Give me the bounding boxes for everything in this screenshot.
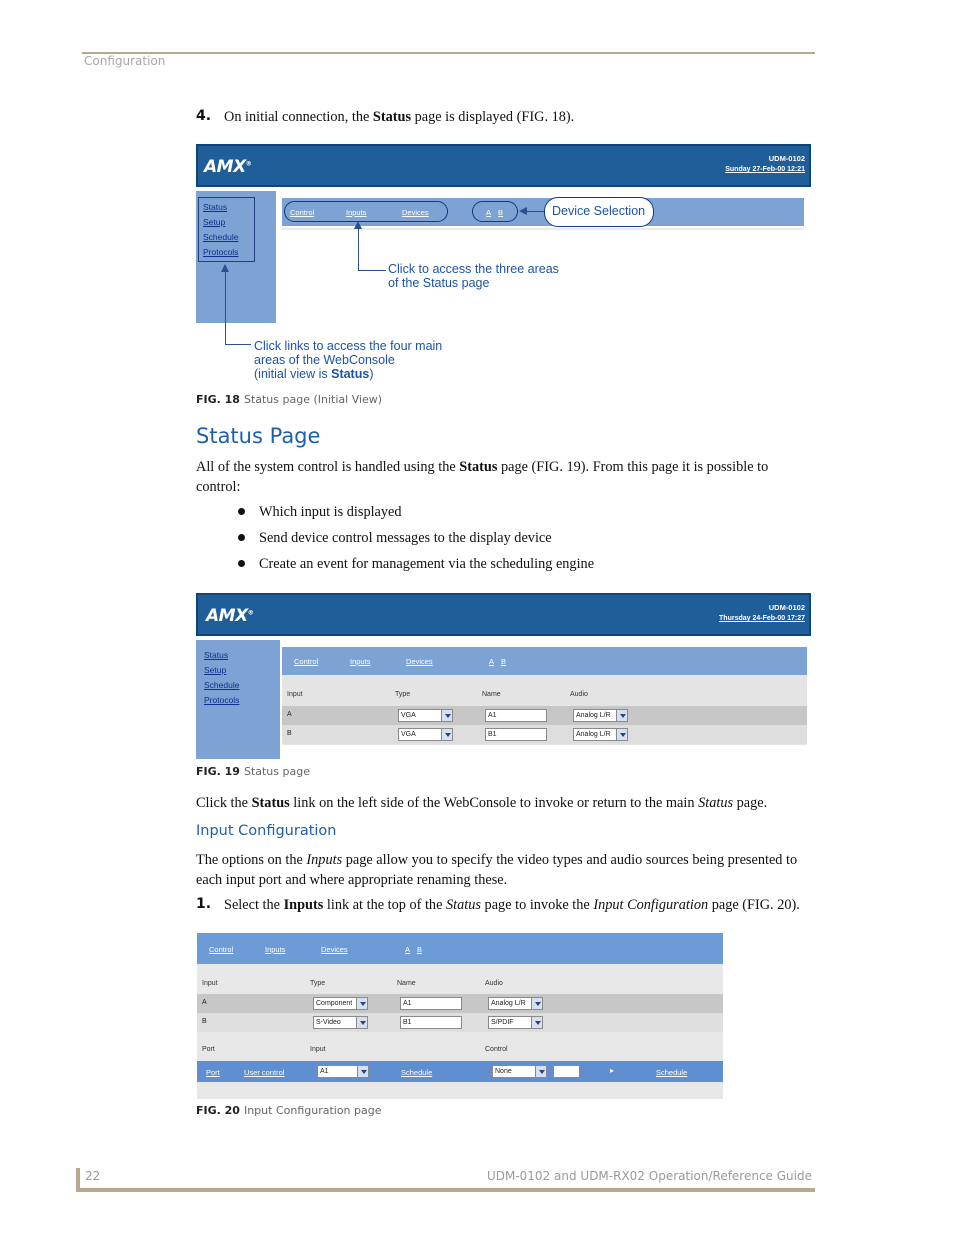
col-header-type: Type (395, 691, 411, 698)
tab-devices[interactable]: Devices (321, 945, 348, 954)
status-page-heading: Status Page (196, 424, 321, 448)
tab-control[interactable]: Control (290, 208, 315, 217)
port-input-select[interactable]: A1 (317, 1065, 369, 1078)
running-head: Configuration (84, 54, 166, 68)
date-link[interactable]: Thursday 24-Feb-00 17:27 (719, 615, 805, 622)
type-select[interactable]: VGA (398, 728, 453, 741)
table-row (197, 1013, 723, 1032)
chevron-down-icon (535, 1066, 546, 1077)
webconsole-banner (196, 593, 811, 636)
webconsole-banner (196, 144, 811, 187)
device-b-link[interactable]: B (501, 657, 507, 666)
tab-inputs[interactable]: Inputs (265, 945, 286, 954)
sidebar-item-protocols[interactable]: Protocols (203, 247, 239, 257)
audio-select[interactable]: Analog L/R (573, 728, 628, 741)
col-header-control: Control (485, 1046, 508, 1053)
device-a-link[interactable]: A (489, 657, 495, 666)
play-icon[interactable]: ▸ (610, 1066, 615, 1075)
type-select[interactable]: S-Video (313, 1016, 368, 1029)
type-select[interactable]: Component (313, 997, 368, 1010)
audio-select[interactable]: S/PDIF (488, 1016, 543, 1029)
chevron-down-icon (531, 1017, 542, 1028)
chevron-down-icon (356, 1017, 367, 1028)
chevron-down-icon (531, 998, 542, 1009)
table-row (197, 994, 723, 1013)
sidebar-item-schedule[interactable]: Schedule (204, 680, 240, 690)
amx-logo: AMX® (206, 606, 254, 626)
col-header-name: Name (482, 691, 501, 698)
port-link[interactable]: Port (206, 1068, 220, 1077)
port-bar (197, 1061, 723, 1082)
sidebar (196, 640, 280, 759)
sidebar-item-protocols[interactable]: Protocols (204, 695, 240, 705)
list-item: Create an event for management via the scheduling engine (236, 554, 594, 580)
chevron-down-icon (616, 729, 627, 740)
chevron-down-icon (616, 710, 627, 721)
sidebar-item-status[interactable]: Status (203, 202, 228, 212)
sidebar-item-setup[interactable]: Setup (203, 217, 226, 227)
device-selection-callout: Device Selection (552, 204, 646, 218)
user-control-link[interactable]: User control (244, 1068, 285, 1077)
col-header-input: Input (287, 691, 303, 698)
type-select[interactable]: VGA (398, 709, 453, 722)
model-label: UDM-0102 (768, 603, 805, 612)
page-number: 22 (85, 1169, 101, 1183)
input-config-text: The options on the Inputs page allow you to specify the video types and audio sources being presented to each input port and where appropriate renaming these. (196, 852, 798, 888)
amx-logo: AMX® (204, 157, 252, 177)
control-select[interactable]: None (492, 1065, 547, 1078)
date-link[interactable]: Sunday 27-Feb-00 12:21 (725, 166, 805, 173)
status-bullet-list (236, 502, 594, 580)
name-input[interactable]: A1 (400, 997, 462, 1010)
schedule-link[interactable]: Schedule (656, 1068, 688, 1077)
name-input[interactable]: A1 (485, 709, 547, 722)
audio-select[interactable]: Analog L/R (488, 997, 543, 1010)
sidebar (196, 191, 276, 323)
header-rule (82, 52, 815, 54)
table-row (282, 725, 807, 744)
tab-bar (197, 933, 723, 964)
model-label: UDM-0102 (768, 154, 805, 163)
input-config-heading: Input Configuration (196, 823, 337, 839)
tabs-leader-h (358, 270, 386, 271)
devices-highlight (472, 201, 518, 222)
col-header-audio: Audio (485, 980, 503, 987)
tab-control[interactable]: Control (209, 945, 234, 954)
sidebar-links (204, 648, 239, 708)
tab-inputs[interactable]: Inputs (350, 657, 371, 666)
device-a-link[interactable]: A (405, 945, 411, 954)
col-header-port: Port (202, 1046, 215, 1053)
device-b-link[interactable]: B (417, 945, 423, 954)
device-b-link[interactable]: B (498, 208, 504, 217)
tab-devices[interactable]: Devices (406, 657, 433, 666)
input-label: B (287, 730, 292, 737)
links-leader-v (225, 272, 226, 344)
schedule-link[interactable]: Schedule (401, 1068, 433, 1077)
audio-select[interactable]: Analog L/R (573, 709, 628, 722)
fig19-screenshot (196, 593, 812, 759)
tab-devices[interactable]: Devices (402, 208, 429, 217)
fig20-screenshot (197, 933, 723, 1099)
chevron-down-icon (441, 729, 452, 740)
fig20-caption: FIG. 20 Input Configuration page (196, 1104, 382, 1117)
chevron-down-icon (356, 998, 367, 1009)
fig18-caption: FIG. 18 Status page (Initial View) (196, 393, 383, 406)
sidebar-item-schedule[interactable]: Schedule (203, 232, 239, 242)
footer-title: UDM-0102 and UDM-RX02 Operation/Reference Guide (486, 1169, 812, 1183)
device-leader (526, 211, 544, 212)
col-header-type: Type (310, 980, 326, 987)
step-text: On initial connection, the Status page is displayed (FIG. 18). (224, 109, 575, 125)
fig19-caption: FIG. 19 Status page (196, 765, 310, 778)
tab-bar (282, 647, 807, 675)
col-header-audio: Audio (570, 691, 588, 698)
table-row (282, 706, 807, 725)
tab-inputs[interactable]: Inputs (346, 208, 367, 217)
chevron-down-icon (441, 710, 452, 721)
fig18-screenshot (196, 144, 812, 384)
col-header-name: Name (397, 980, 416, 987)
step-number: 1. (196, 896, 212, 912)
step-text: Select the Inputs link at the top of the Status page to invoke the Input Configuration page (FIG. 20). (224, 897, 800, 913)
device-a-link[interactable]: A (486, 208, 492, 217)
col-header-input: Input (202, 980, 218, 987)
status-intro: All of the system control is handled using the Status page (FIG. 19). From this page it is possible to control: (196, 459, 769, 495)
chevron-down-icon (357, 1066, 368, 1077)
footer-rule (76, 1188, 815, 1192)
links-leader-h (225, 344, 251, 345)
input-label: A (202, 999, 207, 1006)
col-header-port-input: Input (310, 1046, 326, 1053)
sidebar-item-status[interactable]: Status (204, 650, 229, 660)
input-label: B (202, 1018, 207, 1025)
input-table (282, 675, 807, 745)
name-input[interactable]: B1 (400, 1016, 462, 1029)
step-number: 4. (196, 108, 212, 124)
control-value-input[interactable] (553, 1065, 580, 1078)
tabs-callout: Click to access the three areas of the Status page (388, 262, 559, 290)
sidebar-item-setup[interactable]: Setup (204, 665, 227, 675)
list-item: Which input is displayed (236, 502, 594, 528)
tab-control[interactable]: Control (294, 657, 319, 666)
links-callout: Click links to access the four main areas of the WebConsole (initial view is Status) (254, 339, 443, 381)
sidebar-links-box (198, 197, 255, 262)
list-item: Send device control messages to the display device (236, 528, 594, 554)
tabs-highlight (284, 201, 448, 222)
tabs-leader-v (358, 228, 359, 270)
input-label: A (287, 711, 292, 718)
click-status-text: Click the Status link on the left side of the WebConsole to invoke or return to the main Status page. (196, 795, 768, 811)
links-arrow (221, 264, 229, 272)
name-input[interactable]: B1 (485, 728, 547, 741)
